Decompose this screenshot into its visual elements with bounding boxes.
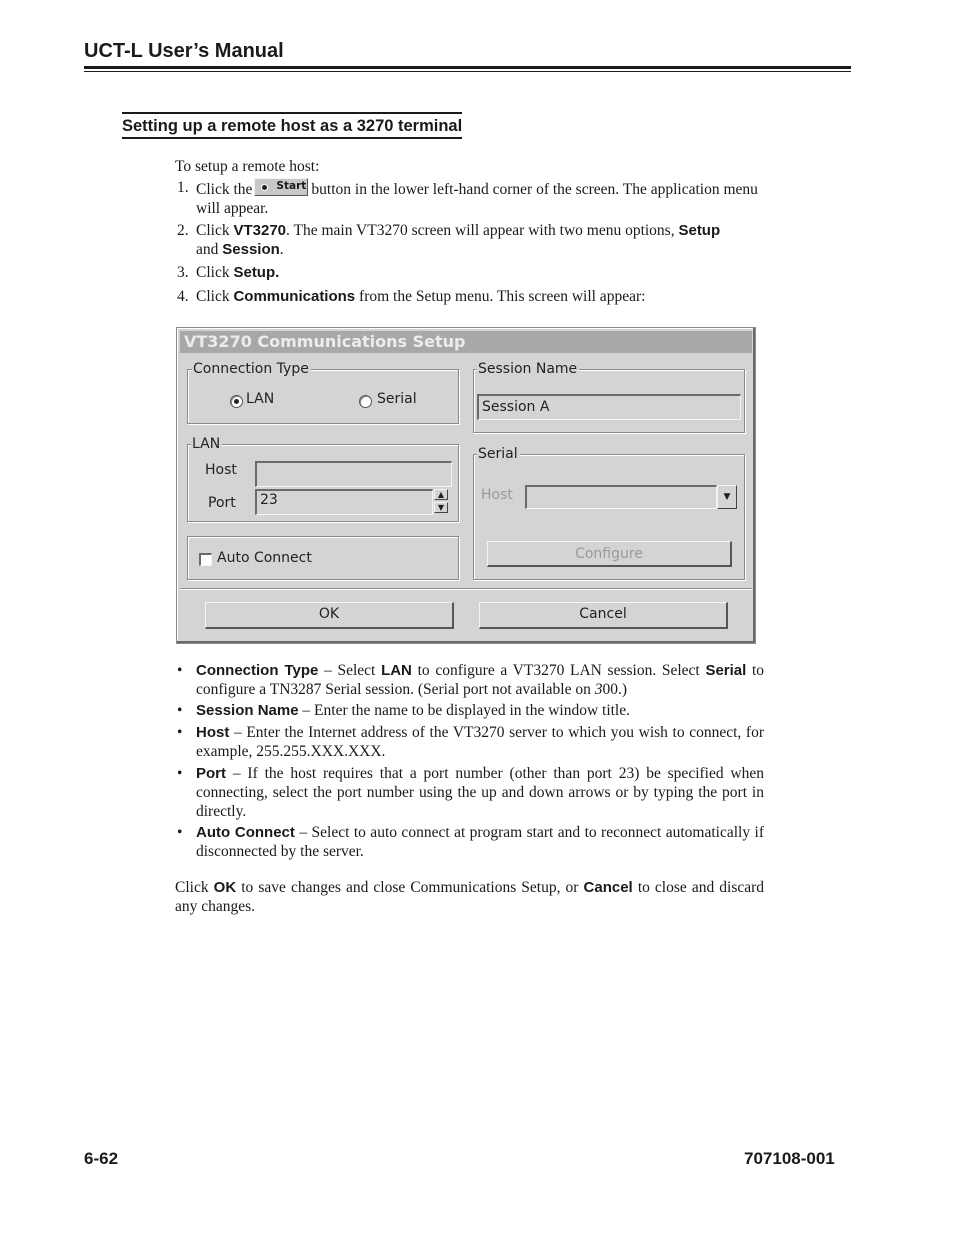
port-up-icon[interactable]: ▲ xyxy=(434,489,448,500)
keyword: OK xyxy=(213,879,237,896)
communications-setup-dialog xyxy=(176,327,756,644)
keyword: Auto Connect xyxy=(196,824,295,841)
step-1 xyxy=(175,178,765,218)
bullet-session-name xyxy=(175,701,764,720)
bullet-emphasis: 3 xyxy=(594,681,603,698)
keyword: Connection Type xyxy=(196,662,319,679)
closing-paragraph xyxy=(175,878,764,916)
serial-host-label: Host xyxy=(481,487,513,503)
dialog-separator xyxy=(180,588,752,589)
auto-connect-checkbox[interactable] xyxy=(199,553,212,566)
port-label: Port xyxy=(208,495,236,511)
dialog-title: VT3270 Communications Setup xyxy=(180,331,752,353)
serial-host-dropdown[interactable] xyxy=(525,485,717,509)
bullet-text: – Enter the Internet address of the VT3270 server to which you wish to connect, for example, 255.255.XXX.XXX. xyxy=(196,724,764,760)
header-rule xyxy=(84,66,851,69)
bullet-host xyxy=(175,723,764,761)
closing-text: to save changes and close Communications Setup, or xyxy=(241,879,579,896)
keyword: Port xyxy=(196,765,226,782)
intro-text: To setup a remote host: xyxy=(175,158,320,175)
step-3 xyxy=(175,263,765,282)
step-text: Click the xyxy=(196,181,253,198)
lan-group xyxy=(187,436,459,522)
step-number: 4. xyxy=(177,288,189,305)
manual-title: UCT-L User’s Manual xyxy=(84,40,284,62)
step-text: . The main VT3270 screen will appear with two menu options, xyxy=(286,222,675,239)
bullet-dot: • xyxy=(177,765,183,782)
keyword: VT3270 xyxy=(233,222,287,239)
step-text: Click xyxy=(196,264,230,281)
start-dot-icon xyxy=(261,184,268,191)
dropdown-arrow-icon[interactable]: ▼ xyxy=(717,485,737,509)
keyword: Serial xyxy=(705,662,747,679)
bullet-text: to configure a VT3270 LAN session. Select xyxy=(417,662,700,679)
header-rule-thin xyxy=(84,71,851,72)
keyword: Session Name xyxy=(196,702,299,719)
bullet-dot: • xyxy=(177,702,183,719)
keyword: Setup xyxy=(678,222,721,239)
bullet-text: – Enter the name to be displayed in the window title. xyxy=(302,702,630,719)
keyword: Session xyxy=(222,241,280,258)
step-text: button in the lower left-hand corner of the screen. The application menu will appear. xyxy=(196,181,758,217)
step-2 xyxy=(175,221,765,259)
port-input[interactable]: 23 xyxy=(255,489,433,515)
keyword: LAN xyxy=(381,662,412,679)
session-name-group xyxy=(473,361,745,433)
document-number: 707108-001 xyxy=(744,1149,835,1168)
auto-connect-label: Auto Connect xyxy=(217,550,312,566)
bullet-dot: • xyxy=(177,724,183,741)
bullet-auto-connect xyxy=(175,823,764,861)
bullet-connection-type xyxy=(175,661,764,699)
serial-group xyxy=(473,446,745,580)
serial-radio[interactable] xyxy=(359,395,372,408)
lan-radio-label: LAN xyxy=(246,391,275,407)
closing-text: to close and discard any changes. xyxy=(175,879,765,915)
serial-radio-label: Serial xyxy=(377,391,417,407)
port-down-icon[interactable]: ▼ xyxy=(434,502,448,513)
bullet-text: to configure a TN3287 Serial session. (Serial port not available on xyxy=(196,662,765,698)
lan-group-label: LAN xyxy=(192,436,221,452)
host-input[interactable] xyxy=(255,461,452,487)
lan-radio[interactable] xyxy=(230,395,243,408)
step-4 xyxy=(175,287,765,306)
step-number: 3. xyxy=(177,264,189,281)
session-name-label: Session Name xyxy=(478,361,578,377)
start-button-image xyxy=(254,178,308,196)
configure-button[interactable]: Configure xyxy=(487,541,732,567)
bullet-dot: • xyxy=(177,824,183,841)
keyword: Communications xyxy=(233,288,356,305)
host-label: Host xyxy=(205,462,237,478)
auto-connect-group xyxy=(187,536,459,580)
step-text: . xyxy=(279,241,284,258)
bullet-text: – Select to auto connect at program start and to reconnect automatically if disconnected by the server. xyxy=(196,824,764,860)
bullet-port xyxy=(175,764,764,821)
connection-type-label: Connection Type xyxy=(193,361,309,377)
step-number: 1. xyxy=(177,179,189,196)
page-number: 6-62 xyxy=(84,1149,119,1168)
connection-type-group xyxy=(187,361,459,424)
keyword: Host xyxy=(196,724,230,741)
cancel-button[interactable]: Cancel xyxy=(479,602,728,629)
bullet-text: – Select xyxy=(324,662,376,679)
step-text: Click xyxy=(196,222,230,239)
serial-group-label: Serial xyxy=(478,446,518,462)
section-heading: Setting up a remote host as a 3270 terminal xyxy=(122,112,462,139)
bullet-text: – If the host requires that a port number (other than port 23) be specified when connecting, select the port number using the up and down arrows or by typing the port in directly. xyxy=(196,765,765,820)
ok-button[interactable]: OK xyxy=(205,602,454,629)
step-text: and xyxy=(196,241,219,258)
bullet-dot: • xyxy=(177,662,183,679)
keyword: Setup. xyxy=(233,264,280,281)
bullet-text: 00.) xyxy=(602,681,628,698)
step-number: 2. xyxy=(177,222,189,239)
step-text: Click xyxy=(196,288,230,305)
keyword: Cancel xyxy=(583,879,633,896)
closing-text: Click xyxy=(175,879,209,896)
step-text: from the Setup menu. This screen will appear: xyxy=(359,288,646,305)
start-button-label: Start xyxy=(276,180,307,192)
session-name-input[interactable]: Session A xyxy=(477,394,741,420)
